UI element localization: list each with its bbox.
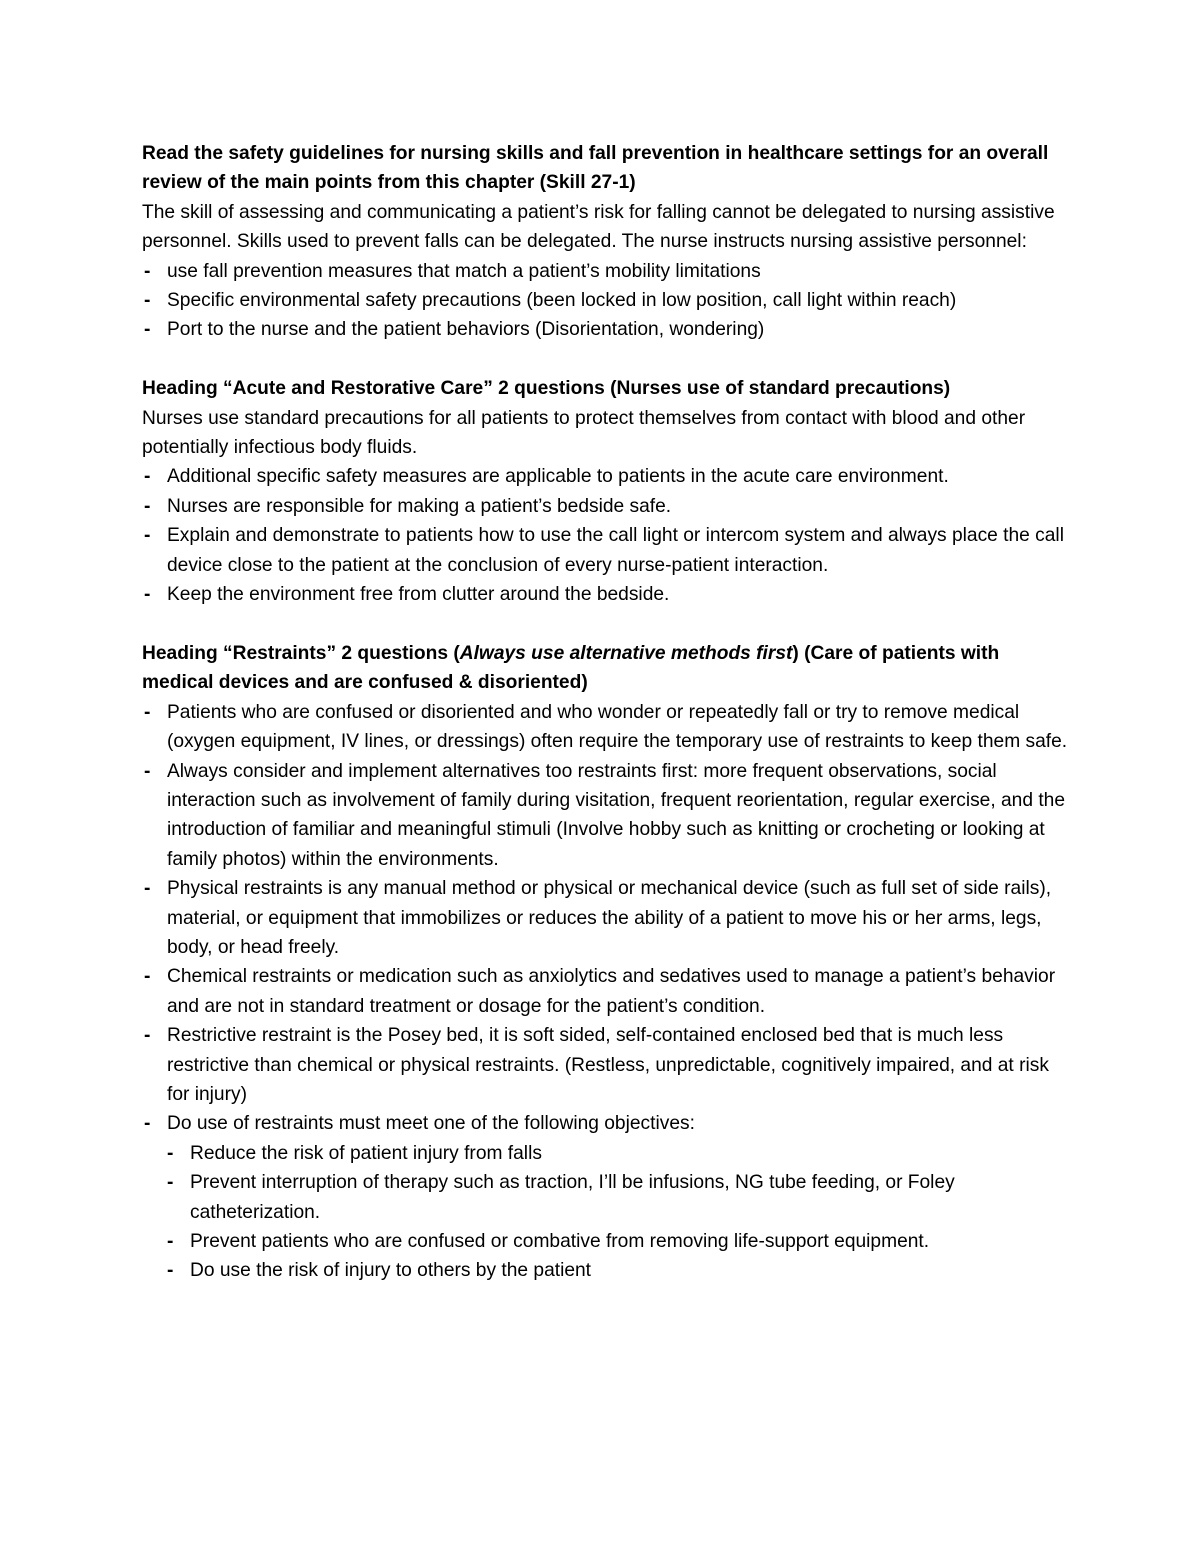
list-item: - Do use of restraints must meet one of the following objectives: bbox=[142, 1109, 1072, 1138]
section1-body: The skill of assessing and communicating a patient’s risk for falling cannot be delegated to nursing assistive personnel. Skills used to prevent falls can be delegated. The nurse instructs nursing assistive personnel: bbox=[142, 201, 1055, 253]
list-item: - Always consider and implement alternatives too restraints first: more frequent observations, social interaction such as involvement of family during visitation, frequent reorientation, regular exercise, and the introduction of familiar and meaningful stimuli (Involve hobby such as knitting or crocheting or looking at family photos) within the environments. bbox=[142, 757, 1072, 875]
section2-body: Nurses use standard precautions for all patients to protect themselves from contact with blood and other potentially infectious body fluids. bbox=[142, 407, 1026, 459]
list-item: - Nurses are responsible for making a patient’s bedside safe. bbox=[142, 492, 1072, 521]
list-item: - Port to the nurse and the patient behaviors (Disorientation, wondering) bbox=[142, 315, 1072, 344]
list-item: - Specific environmental safety precautions (been locked in low position, call light within reach) bbox=[142, 286, 1072, 315]
section1-list bbox=[142, 257, 1072, 345]
list-item: - Keep the environment free from clutter around the bedside. bbox=[142, 580, 1072, 609]
list-item: - Physical restraints is any manual method or physical or mechanical device (such as full set of side rails), material, or equipment that immobilizes or reduces the ability of a patient to move his or her arms, legs, body, or head freely. bbox=[142, 874, 1072, 962]
sub-list-item: - Prevent patients who are confused or combative from removing life-support equipment. bbox=[165, 1227, 1072, 1256]
sub-list-item: - Prevent interruption of therapy such as traction, I’ll be infusions, NG tube feeding, or Foley catheterization. bbox=[165, 1168, 1072, 1227]
spacer bbox=[142, 609, 1072, 638]
section2-heading: Heading “Acute and Restorative Care” 2 questions (Nurses use of standard precautions) bbox=[142, 378, 951, 400]
list-item: - Patients who are confused or disoriented and who wonder or repeatedly fall or try to remove medical (oxygen equipment, IV lines, or dressings) often require the temporary use of restraints to keep them safe. bbox=[142, 698, 1072, 757]
sub-list-item: - Do use the risk of injury to others by the patient bbox=[165, 1256, 1072, 1285]
section3-heading-italic: Always use alternative methods first bbox=[459, 642, 793, 664]
section2-list bbox=[142, 462, 1072, 609]
list-item: - Additional specific safety measures are applicable to patients in the acute care environment. bbox=[142, 462, 1072, 491]
spacer bbox=[142, 345, 1072, 374]
section3-list bbox=[142, 698, 1072, 1139]
section1-heading: Read the safety guidelines for nursing skills and fall prevention in healthcare settings for an overall review of the main points from this chapter (Skill 27-1) bbox=[142, 143, 1049, 194]
list-item: - Chemical restraints or medication such as anxiolytics and sedatives used to manage a patient’s behavior and are not in standard treatment or dosage for the patient’s condition. bbox=[142, 962, 1072, 1021]
section3-heading-post: ) (Care of patients with medical devices and are confused & disoriented) bbox=[142, 642, 1000, 694]
section3-heading-pre: Heading “Restraints” 2 questions ( bbox=[142, 642, 460, 664]
list-item: - Explain and demonstrate to patients how to use the call light or intercom system and always place the call device close to the patient at the conclusion of every nurse-patient interaction. bbox=[142, 521, 1072, 580]
document-page bbox=[142, 139, 1072, 1286]
list-item: - Restrictive restraint is the Posey bed, it is soft sided, self-contained enclosed bed that is much less restrictive than chemical or physical restraints. (Restless, unpredictable, cognitively impaired, and at risk for injury) bbox=[142, 1021, 1072, 1109]
list-item: - use fall prevention measures that match a patient’s mobility limitations bbox=[142, 257, 1072, 286]
section3-heading bbox=[142, 639, 1072, 698]
sub-list-item: - Reduce the risk of patient injury from falls bbox=[165, 1139, 1072, 1168]
section3-sublist bbox=[165, 1139, 1072, 1286]
